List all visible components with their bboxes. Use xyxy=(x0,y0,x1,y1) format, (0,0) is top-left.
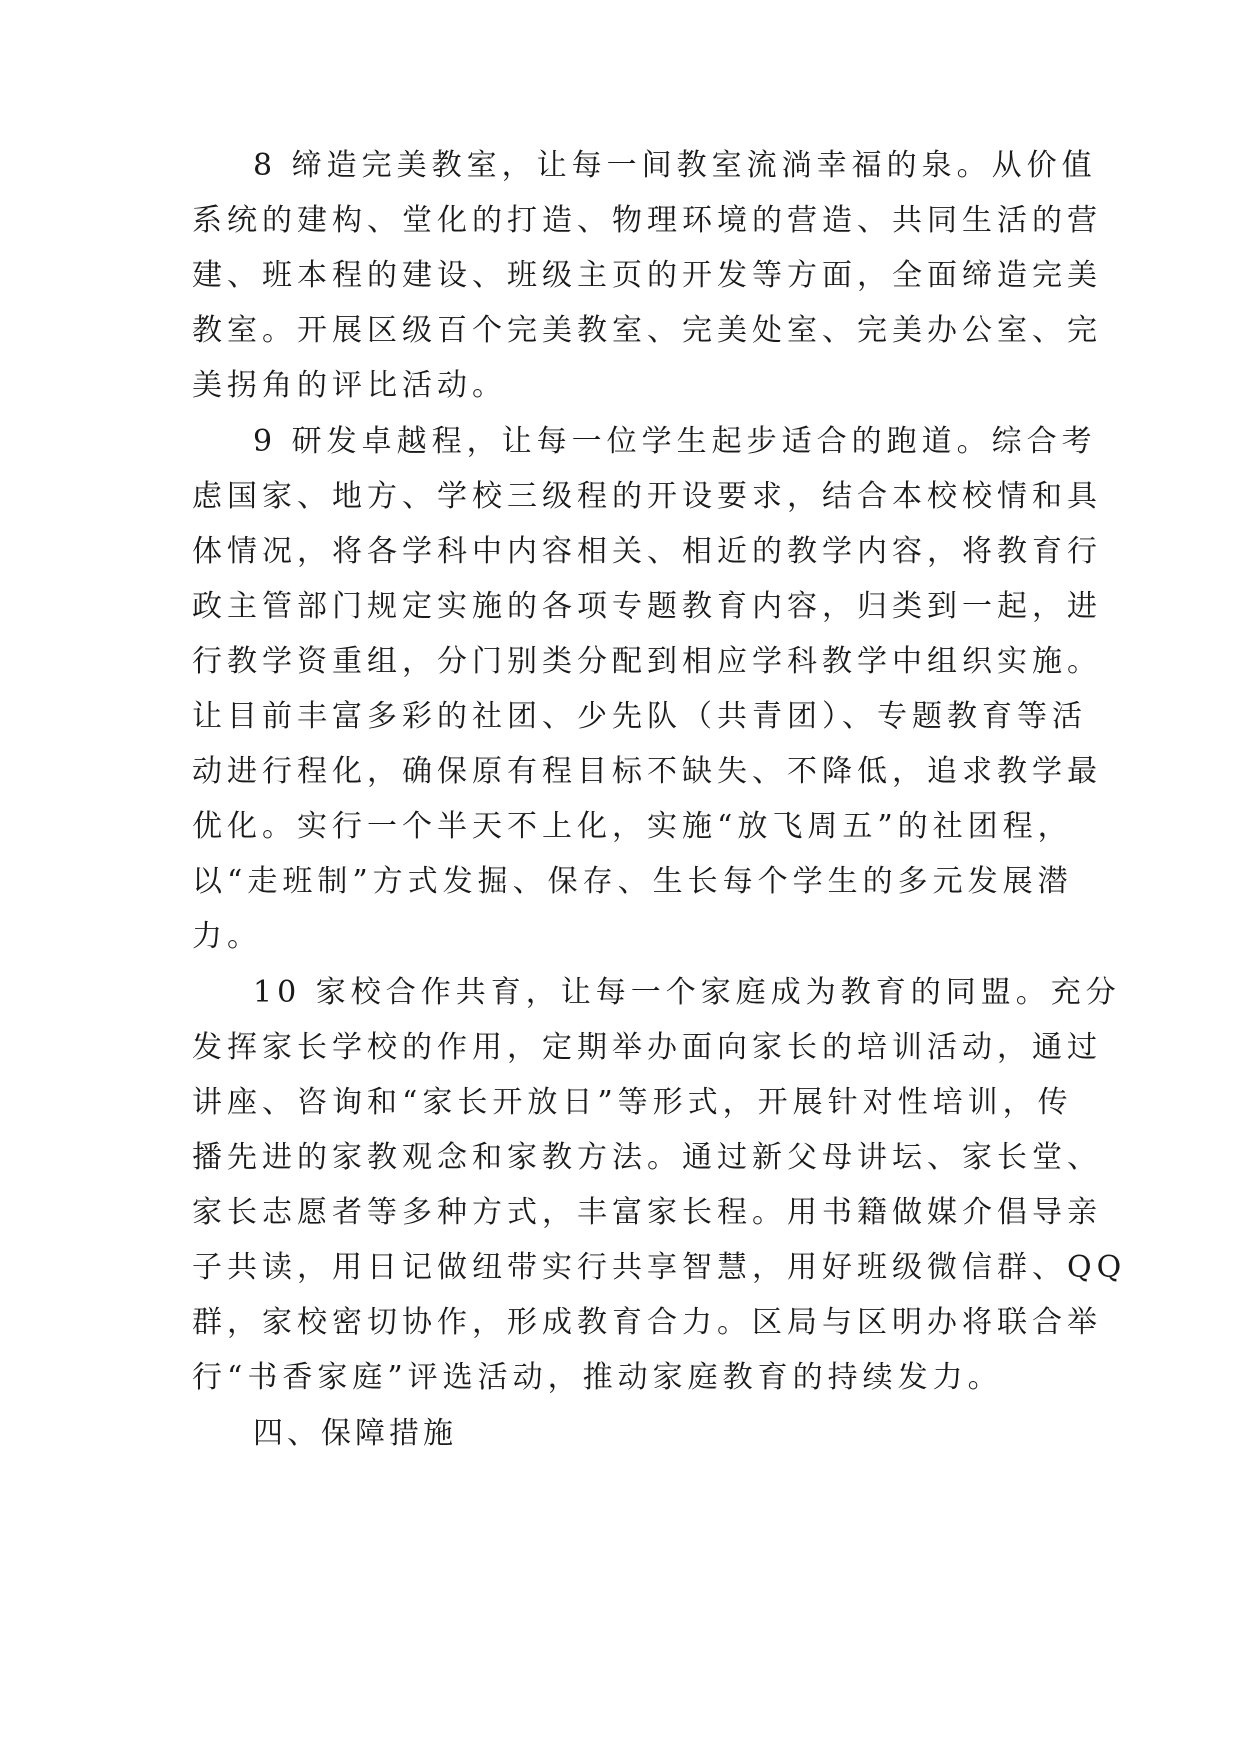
paragraph-10-line-1: 10 家校合作共育，让每一个家庭成为教育的同盟。充分 xyxy=(253,975,1121,1010)
paragraph-8-line-5: 美拐角的评比活动。 xyxy=(192,368,507,403)
paragraph-9-line-1: 9 研发卓越程，让每一位学生起步适合的跑道。综合考 xyxy=(253,424,1097,459)
paragraph-9-line-10: 力。 xyxy=(192,919,262,954)
paragraph-9-line-9: 以“走班制”方式发掘、保存、生长每个学生的多元发展潜 xyxy=(192,864,1073,899)
paragraph-8-line-2: 系统的建构、堂化的打造、物理环境的营造、共同生活的营 xyxy=(192,203,1102,238)
paragraph-10-line-2: 发挥家长学校的作用，定期举办面向家长的培训活动，通过 xyxy=(192,1030,1102,1065)
paragraph-10-line-7: 群，家校密切协作，形成教育合力。区局与区明办将联合举 xyxy=(192,1305,1102,1340)
paragraph-9-line-8: 优化。实行一个半天不上化，实施“放飞周五”的社团程， xyxy=(192,809,1073,844)
paragraph-10-line-6: 子共读，用日记做纽带实行共享智慧，用好班级微信群、QQ xyxy=(192,1250,1127,1285)
paragraph-10-line-8: 行“书香家庭”评选活动，推动家庭教育的持续发力。 xyxy=(192,1360,1003,1395)
paragraph-9-line-7: 动进行程化，确保原有程目标不缺失、不降低，追求教学最 xyxy=(192,754,1102,789)
paragraph-8-line-1: 8 缔造完美教室，让每一间教室流淌幸福的泉。从价值 xyxy=(253,148,1097,183)
paragraph-9-line-4: 政主管部门规定实施的各项专题教育内容，归类到一起，进 xyxy=(192,589,1102,624)
paragraph-9-line-3: 体情况，将各学科中内容相关、相近的教学内容，将教育行 xyxy=(192,534,1102,569)
paragraph-8-line-3: 建、班本程的建设、班级主页的开发等方面，全面缔造完美 xyxy=(192,258,1102,293)
paragraph-9-line-5: 行教学资重组，分门别类分配到相应学科教学中组织实施。 xyxy=(192,644,1102,679)
paragraph-9-line-2: 虑国家、地方、学校三级程的开设要求，结合本校校情和具 xyxy=(192,479,1102,514)
paragraph-10-line-5: 家长志愿者等多种方式，丰富家长程。用书籍做媒介倡导亲 xyxy=(192,1195,1102,1230)
paragraph-9-line-6: 让目前丰富多彩的社团、少先队（共青团）、专题教育等活 xyxy=(192,699,1087,734)
paragraph-10-line-3: 讲座、咨询和“家长开放日”等形式，开展针对性培训，传 xyxy=(192,1085,1073,1120)
section-heading: 四、保障措施 xyxy=(253,1416,457,1451)
paragraph-10-line-4: 播先进的家教观念和家教方法。通过新父母讲坛、家长堂、 xyxy=(192,1140,1102,1175)
paragraph-8-line-4: 教室。开展区级百个完美教室、完美处室、完美办公室、完 xyxy=(192,313,1102,348)
